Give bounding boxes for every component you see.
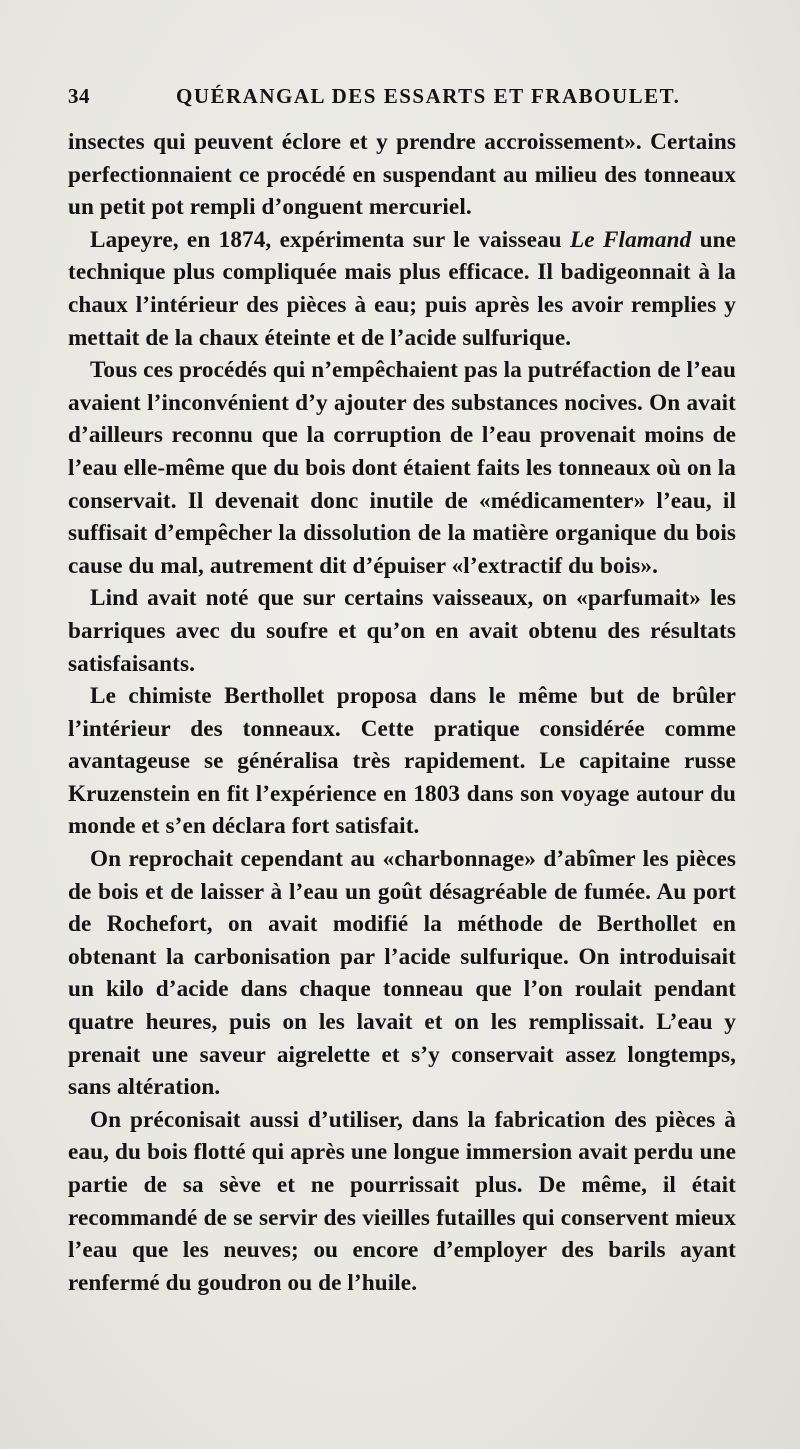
paragraph-1: insectes qui peuvent éclore et y prendre accroissement». Certains perfectionnaient ce procédé en suspendant au milieu des tonneaux un petit pot rempli d’onguent mercuriel. (68, 129, 736, 221)
paragraph-2-part-1: Lapeyre, en 1874, expérimenta sur le vaisseau (90, 226, 570, 253)
paragraph-6: On reprochait cependant au «charbonnage» d’abîmer les pièces de bois et de laisser à l’eau un goût désagréable de fumée. Au port de Rochefort, on avait modifié la méthode de Berthollet en obtenant la carbonisation par l’acide sulfurique. On introduisait un kilo d’acide dans chaque tonneau que l’on roulait pendant quatre heures, puis on les lavait et on les remplissait. L’eau y prenait une saveur aigrelette et s’y conservait assez longtemps, sans altération. (68, 846, 736, 1101)
paragraph-2-part-2: une technique plus compliquée mais plus efficace. Il badigeonnait à la chaux l’intérieur des pièces à eau; puis après les avoir remplies y mettait de la chaux éteinte et de l’acide sulfurique. (68, 226, 737, 351)
paragraph-7: On préconisait aussi d’utiliser, dans la fabrication des pièces à eau, du bois flotté qui après une longue immersion avait perdu une partie de sa sève et ne pourrissait plus. De même, il était recommandé de se servir des vieilles futailles qui conservent mieux l’eau que les neuves; ou encore d’employer des barils ayant renfermé du goudron ou de l’huile. (68, 1106, 736, 1296)
paragraph-2 (68, 224, 736, 354)
page-header (68, 84, 734, 114)
paragraph-4: Lind avait noté que sur certains vaisseaux, on «parfumait» les barriques avec du soufre et qu’on en avait obtenu des résultats satisfaisants. (68, 585, 736, 677)
page-number: 34 (68, 84, 90, 108)
body-text (68, 126, 736, 1299)
paragraph-5: Le chimiste Berthollet proposa dans le même but de brûler l’intérieur des tonneaux. Cette pratique considérée comme avantageuse se généralisa très rapidement. Le capitaine russe Kruzenstein en fit l’expérience en 1803 dans son voyage autour du monde et s’en déclara fort satisfait. (68, 683, 736, 840)
ship-name: Le Flamand (569, 226, 692, 253)
running-head: QUÉRANGAL DES ESSARTS ET FRABOULET. (176, 84, 681, 108)
paragraph-3: Tous ces procédés qui n’empêchaient pas la putréfaction de l’eau avaient l’inconvénient d’y ajouter des substances nocives. On avait d’ailleurs reconnu que la corruption de l’eau provenait moins de l’eau elle-même que du bois dont étaient faits les tonneaux où on la conservait. Il devenait donc inutile de «médicamenter» l’eau, il suffisait d’empêcher la dissolution de la matière organique du bois cause du mal, autrement dit d’épuiser «l’extractif du bois». (68, 357, 737, 579)
